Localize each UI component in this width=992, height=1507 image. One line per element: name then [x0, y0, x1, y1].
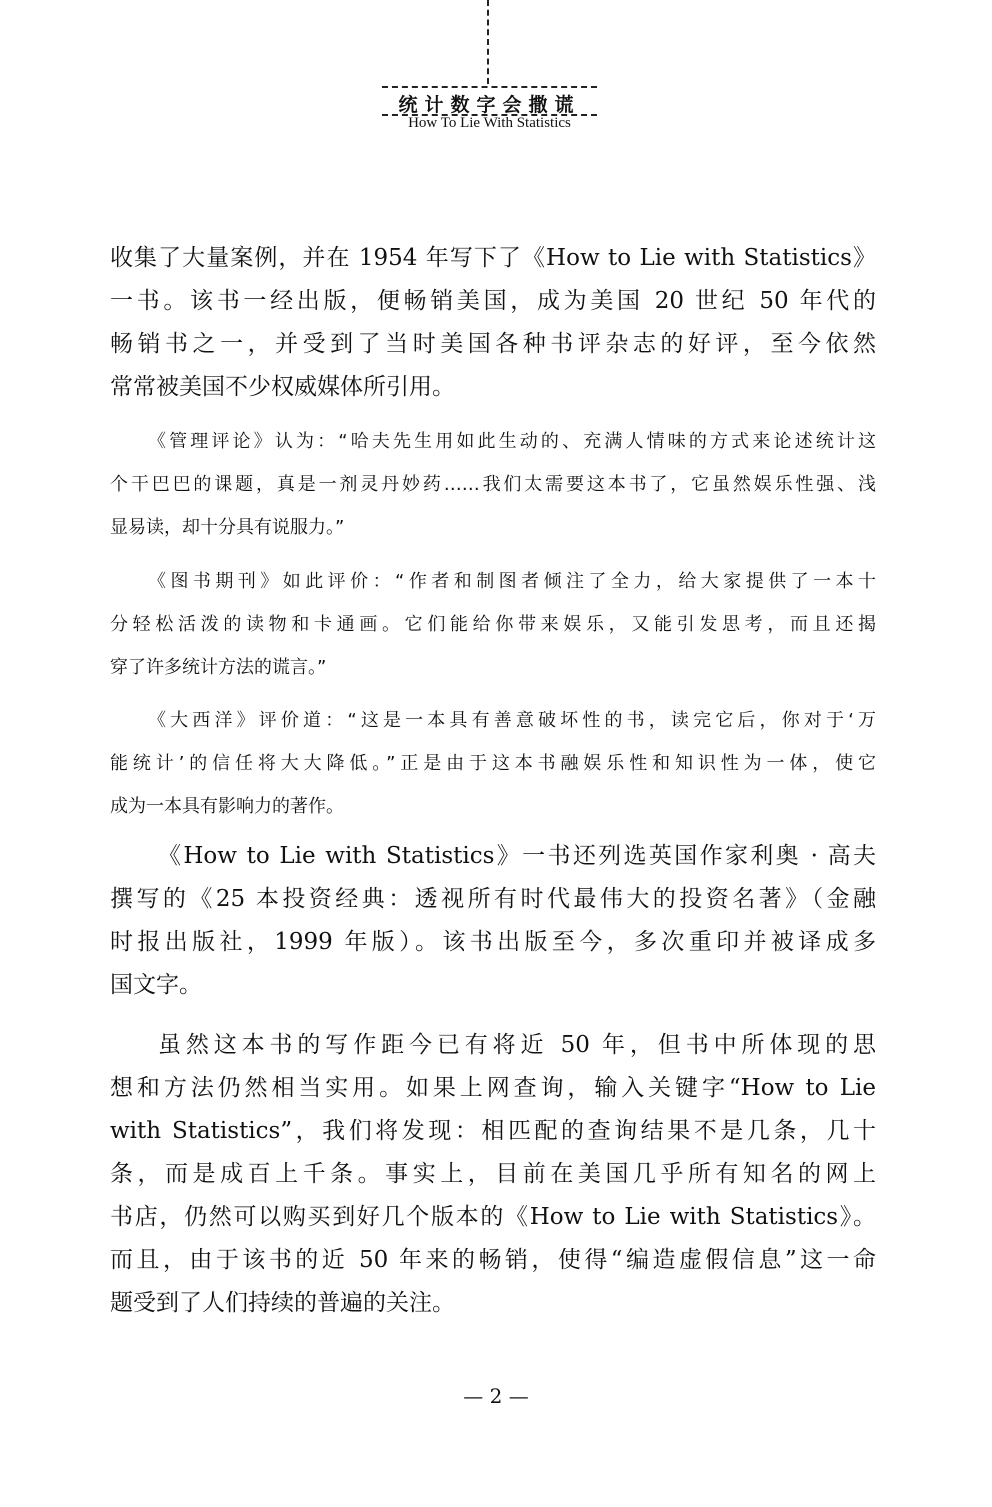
text-line: 穿了许多统计方法的谎言。”	[110, 657, 327, 678]
text-line: 书店，仍然可以购买到好几个版本的《How to Lie with Statistics》。	[110, 1204, 876, 1230]
text-line: 能统计’的信任将大大降低。”正是由于这本书融娱乐性和知识性为一体，使它	[110, 753, 876, 774]
page-number: — 2 —	[463, 1384, 529, 1408]
text-line: 《图书期刊》如此评价：“作者和制图者倾注了全力，给大家提供了一本十	[148, 571, 876, 592]
text-line: 成为一本具有影响力的著作。	[110, 796, 344, 817]
text-line: 虽然这本书的写作距今已有将近 50 年，但书中所体现的思	[158, 1032, 876, 1058]
text-line: 畅销书之一，并受到了当时美国各种书评杂志的好评，至今依然	[110, 331, 876, 357]
text-line: 题受到了人们持续的普遍的关注。	[110, 1290, 455, 1316]
body-paragraph	[110, 1024, 876, 1325]
text-line: 分轻松活泼的读物和卡通画。它们能给你带来娱乐，又能引发思考，而且还揭	[110, 614, 876, 635]
text-line: 国文字。	[110, 972, 202, 998]
running-header-chinese-title: 统计数字会撒谎	[398, 94, 581, 116]
text-line: 常常被美国不少权威媒体所引用。	[110, 374, 455, 400]
text-line: 《大西洋》评价道：“这是一本具有善意破坏性的书，读完它后，你对于‘万	[148, 710, 876, 731]
body-paragraph	[110, 835, 876, 1007]
text-line: 想和方法仍然相当实用。如果上网查询，输入关键字“How to Lie	[110, 1075, 876, 1101]
text-line: with Statistics”，我们将发现：相匹配的查询结果不是几条，几十	[110, 1118, 876, 1144]
text-line: 个干巴巴的课题，真是一剂灵丹妙药……我们太需要这本书了，它虽然娱乐性强、浅	[110, 474, 876, 495]
text-line: 而且，由于该书的近 50 年来的畅销，使得“编造虚假信息”这一命	[110, 1247, 876, 1273]
header-dashed-vertical-line	[487, 0, 489, 84]
body-paragraph	[110, 237, 876, 409]
text-line: 收集了大量案例，并在 1954 年写下了《How to Lie with Statistics》	[110, 245, 876, 271]
text-line: 撰写的《25 本投资经典：透视所有时代最伟大的投资名著》（金融	[110, 886, 876, 912]
text-line: 《How to Lie with Statistics》一书还列选英国作家利奥 · 高夫	[158, 843, 876, 869]
review-quote-paragraph	[110, 420, 876, 549]
text-line: 一书。该书一经出版，便畅销美国，成为美国 20 世纪 50 年代的	[110, 288, 876, 314]
review-quote-paragraph	[110, 699, 876, 828]
text-line: 《管理评论》认为：“哈夫先生用如此生动的、充满人情味的方式来论述统计这	[148, 431, 876, 452]
text-line: 时报出版社，1999 年版）。该书出版至今，多次重印并被译成多	[110, 929, 876, 955]
text-line: 显易读，却十分具有说服力。”	[110, 517, 345, 538]
header-top-rule	[382, 86, 597, 88]
text-line: 条，而是成百上千条。事实上，目前在美国几乎所有知名的网上	[110, 1161, 876, 1187]
running-header-english-title: How To Lie With Statistics	[408, 115, 571, 131]
review-quote-paragraph	[110, 560, 876, 689]
